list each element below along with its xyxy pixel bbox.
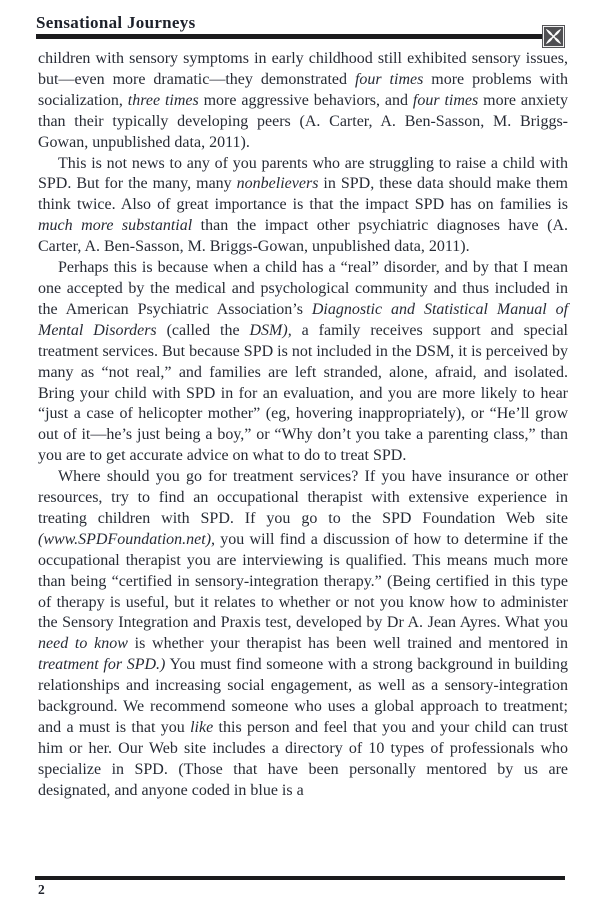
footer-rule	[35, 876, 565, 880]
page-header	[36, 13, 570, 53]
fleuron-ornament-icon	[542, 25, 565, 48]
paragraph: Where should you go for treatment services? If you have insurance or other resources, try to find an occupational therapist with extensive experience in treating children with SPD. If you go to the SPD Foundation Web site (www.SPDFoundation.net), you will find a discussion of how to determine if the occupational therapist you are interviewing is qualified. This means much more than being “certified in sensory-integration therapy.” (Being certified in this type of therapy is useful, but it relates to whether or not you know how to administer the Sensory Integration and Praxis test, developed by Dr A. Jean Ayres. What you need to know is whether your therapist has been well trained and mentored in treatment for SPD.) You must find someone with a strong background in building relationships and increasing social engagement, as well as a sensory-integration background. We recommend someone who uses a global approach to treatment; and a must is that you like this person and feel that you and your child can trust him or her. Our Web site includes a directory of 10 types of professionals who specialize in SPD. (Those that have been personally mentored by us are designated, and anyone coded in blue is a	[38, 468, 569, 799]
body-text	[38, 49, 568, 802]
page-number: 2	[38, 882, 45, 897]
paragraph: children with sensory symptoms in early childhood still exhibited sensory issues, but—even more dramatic—they demonstrated four times more problems with socialization, three times more aggressive behaviors, and four times more anxiety than their typically developing peers (A. Carter, A. Ben-Sasson, M. Briggs-Gowan, unpublished data, 2011).	[38, 50, 569, 151]
paragraph: This is not news to any of you parents who are struggling to raise a child with SPD. But for the many, many nonbelievers in SPD, these data should make them think twice. Also of great importance is that the impact SPD has on families is much more substantial than the impact other psychiatric diagnoses have (A. Carter, A. Ben-Sasson, M. Briggs-Gowan, unpublished data, 2011).	[38, 154, 568, 256]
running-head-title: Sensational Journeys	[36, 13, 196, 32]
header-rule	[36, 34, 548, 39]
paragraph: Perhaps this is because when a child has a “real” disorder, and by that I mean one accepted by the medical and psychological community and thus included in the American Psychiatric Association’s Diagnostic and Statistical Manual of Mental Disorders (called the DSM), a family receives support and special treatment services. But because SPD is not included in the DSM, it is perceived by many as “not real,” and families are left stranded, alone, afraid, and isolated. Bring your child with SPD in for an evaluation, and you are more likely to hear “just a case of helicopter mother” (eg, hovering inappropriately), or “He’ll grow out of it—he’s just being a boy,” or “Why don’t you take a parenting class,” than you are to get accurate advice on what to do to treat SPD.	[38, 259, 569, 465]
